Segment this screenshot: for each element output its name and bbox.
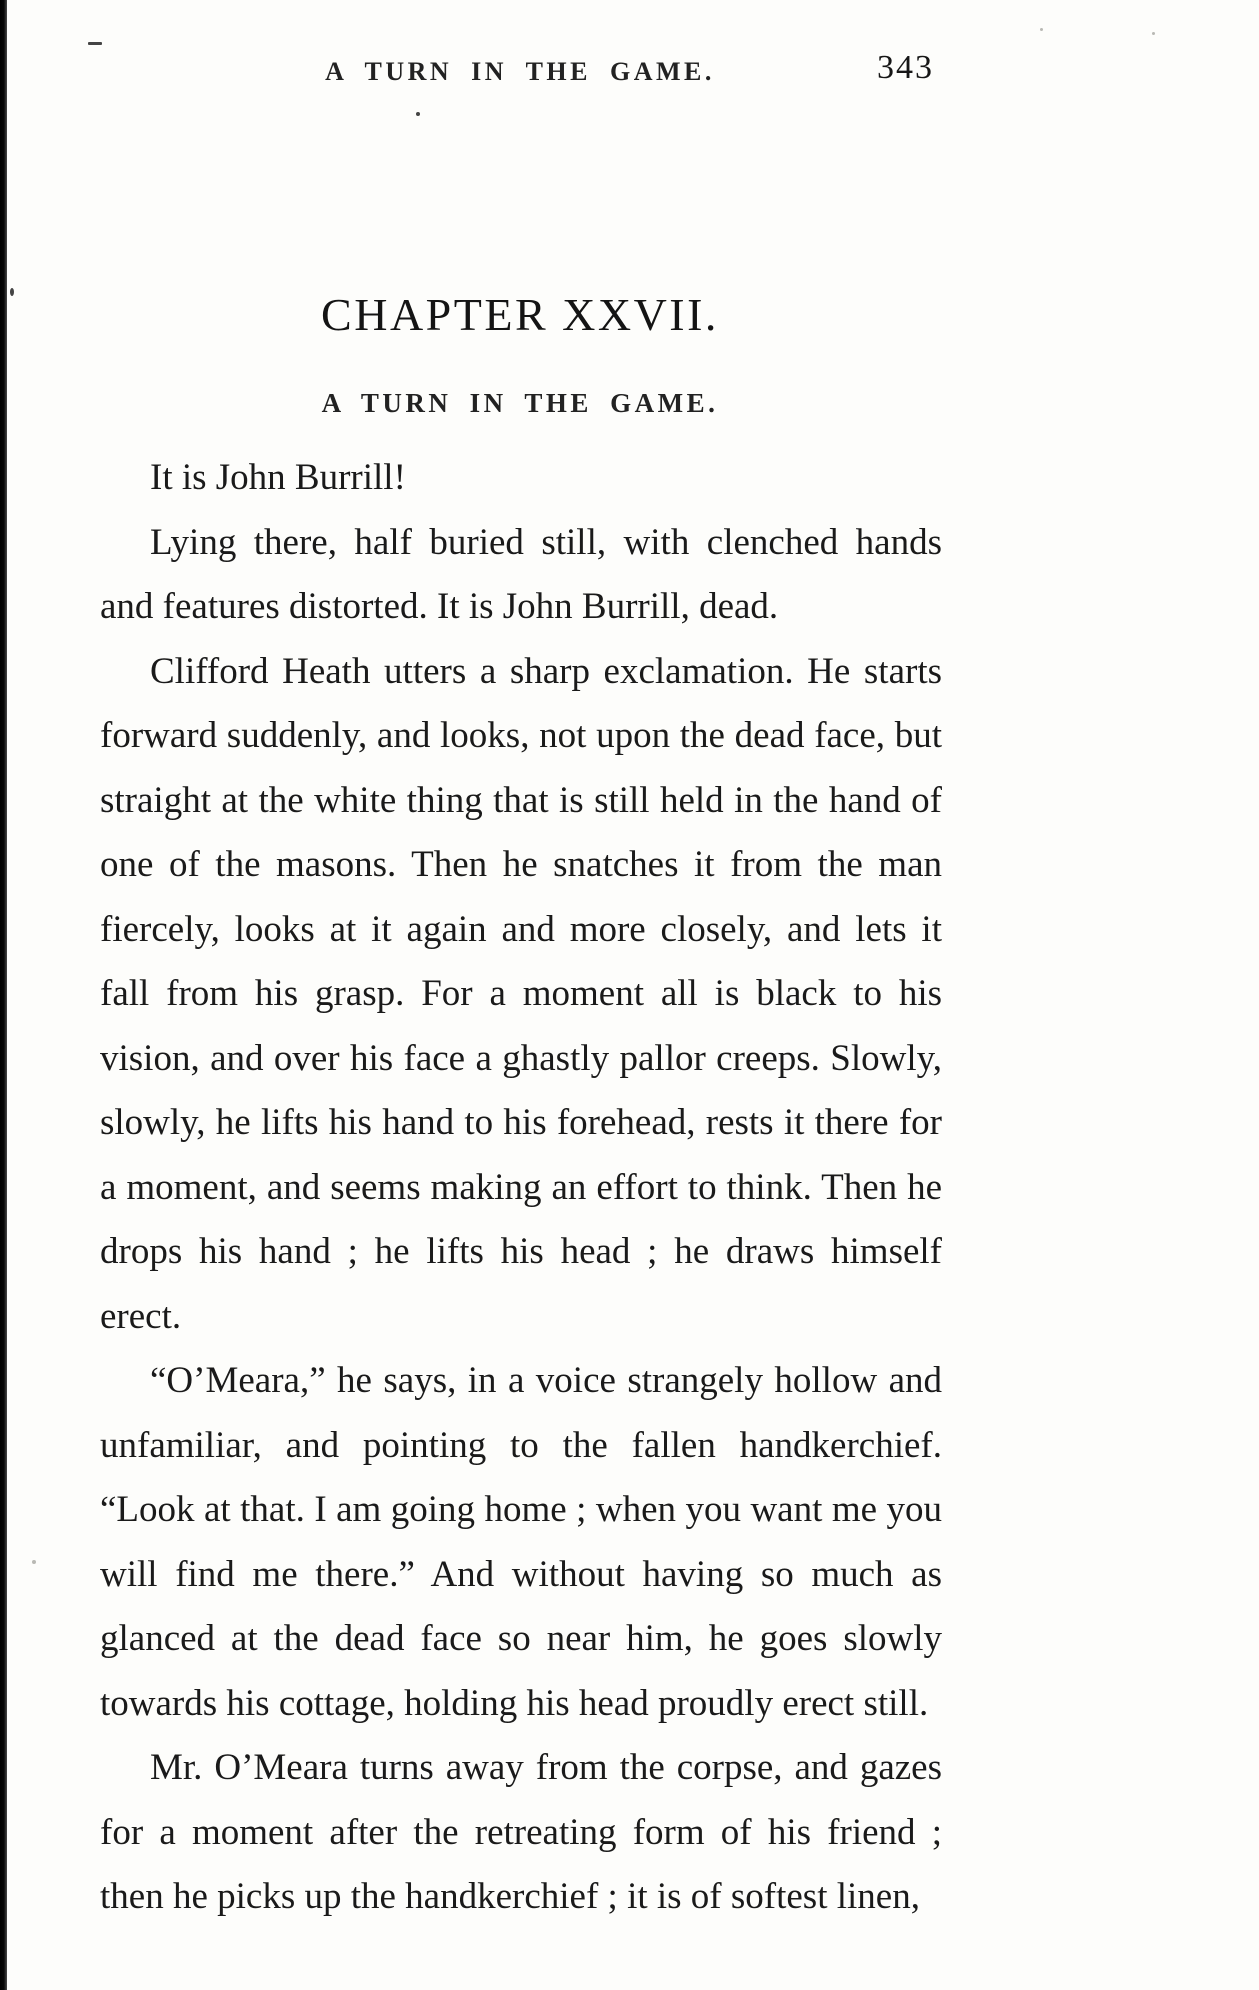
paragraph: Lying there, half buried still, with clenched hands and features distorted. It is John Burrill, dead. — [100, 521, 942, 627]
page-number: 343 — [877, 49, 934, 86]
scan-speck — [1040, 28, 1043, 31]
scan-speck — [416, 112, 420, 116]
paragraph: It is John Burrill! — [150, 457, 406, 498]
chapter-heading: CHAPTER XXVII. — [321, 289, 719, 340]
body-text — [100, 446, 942, 1930]
scan-speck — [88, 42, 102, 45]
running-header-title: A TURN IN THE GAME. — [325, 57, 715, 86]
paragraph: Mr. O’Meara turns away from the corpse, and gazes for a moment after the retreating form of his friend ; then he picks up the handkerchief ; it is of softest linen, — [100, 1747, 942, 1917]
paragraph: Clifford Heath utters a sharp exclamation. He starts forward suddenly, and looks, not upon the dead face, but straight at the white thing that is still held in the hand of one of the masons. Then he snatches it from the man fiercely, looks at it again and more closely, and lets it fall from his grasp. For a moment all is black to his vision, and over his face a ghastly pallor creeps. Slowly, slowly, he lifts his hand to his forehead, rests it there for a moment, and seems making an effort to think. Then he drops his hand ; he lifts his head ; he draws himself erect. — [100, 650, 942, 1337]
running-header — [100, 49, 940, 100]
paragraph: “O’Meara,” he says, in a voice strangely hollow and unfamiliar, and pointing to the fallen handkerchief. “Look at that. I am going home ; when you want me you will find me there.” And without having so much as glanced at the dead face so near him, he goes slowly towards his cottage, holding his head proudly erect still. — [100, 1360, 942, 1724]
scan-speck — [32, 1560, 36, 1564]
scan-binding-edge — [0, 0, 7, 1990]
scan-speck — [10, 288, 14, 296]
scan-speck — [1152, 32, 1155, 35]
section-heading: A TURN IN THE GAME. — [321, 388, 719, 418]
